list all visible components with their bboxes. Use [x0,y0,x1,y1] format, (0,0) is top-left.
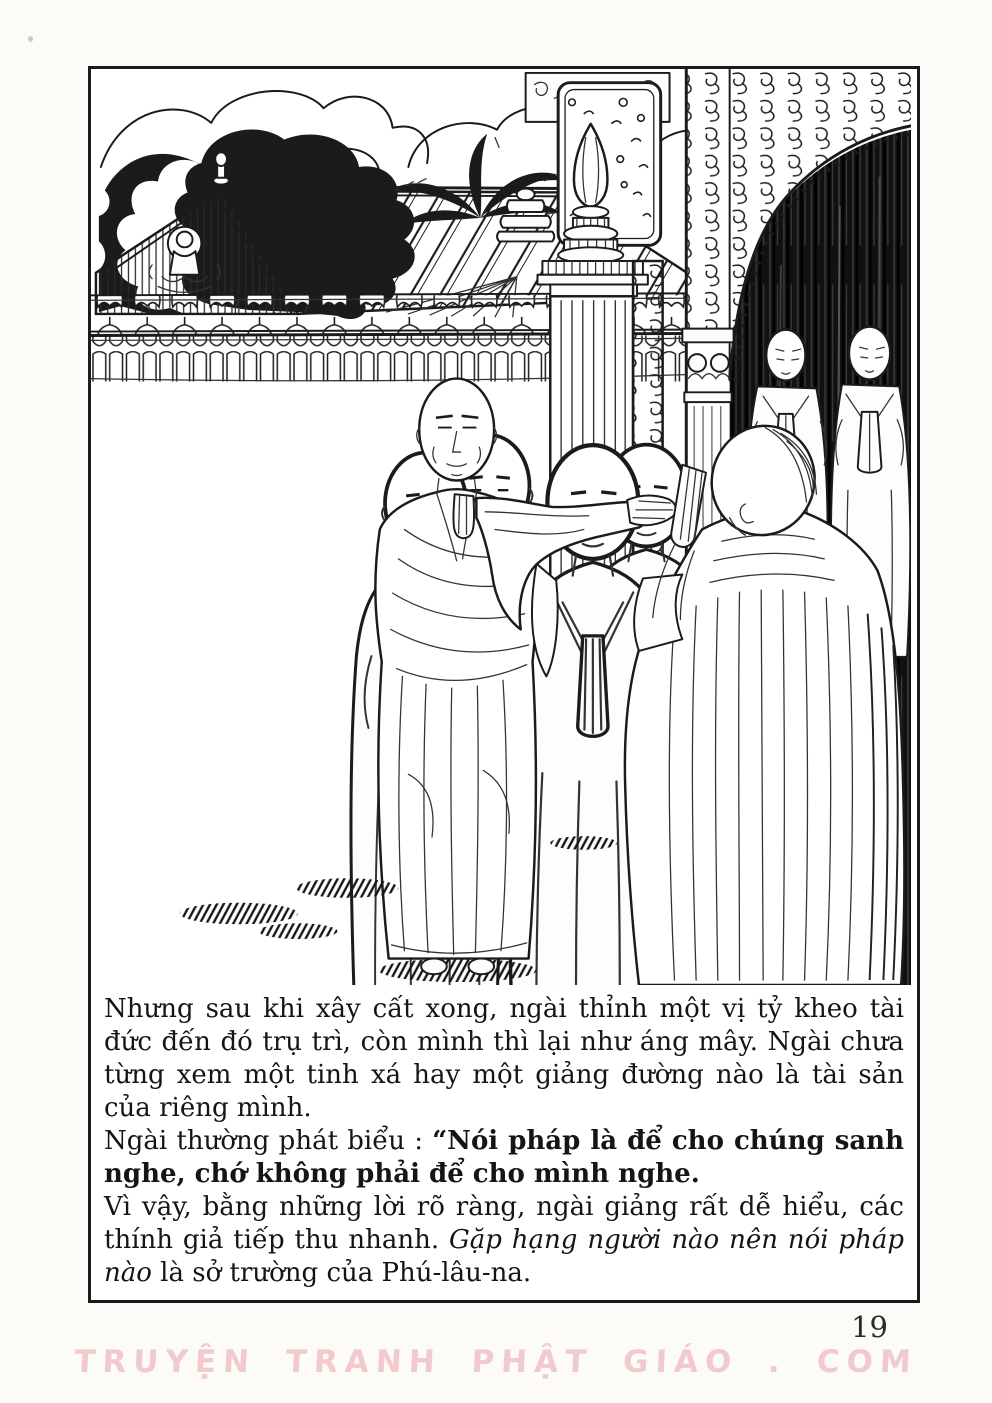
paragraph [104,1191,904,1290]
text-segment-normal: Nhưng sau khi xây cất xong, ngài thỉnh một vị tỷ kheo tài đức đến đó trụ trì, còn mình thì lại như áng mây. Ngài chưa từng xem một tinh xá hay một giảng đường nào là tài sản của riêng mình. [104,994,904,1123]
text-segment-italic: Gặp hạng người nào nên nói pháp nào [104,1225,905,1288]
caption-text-block [91,985,917,1300]
text-segment-normal: Vì vậy, bằng những lời rõ ràng, ngài giảng rất dễ hiểu, các thính giả tiếp thu nhanh. [104,1192,904,1255]
text-segment-bold: “Nói pháp là để cho chúng sanh nghe, chớ không phải để cho mình nghe. [104,1126,904,1189]
paragraph [104,993,904,1125]
paper-speck [28,36,33,42]
watermark: TRUYỆN TRANH PHẬT GIÁO . COM [73,1344,919,1380]
page-number: 19 [851,1310,888,1344]
paragraph [104,1125,904,1191]
text-segment-normal: là sở trường của Phú-lâu-na. [151,1258,532,1288]
comic-panel [88,66,920,1303]
illustration [91,69,911,985]
text-segment-normal: Ngài thường phát biểu : [104,1126,433,1156]
